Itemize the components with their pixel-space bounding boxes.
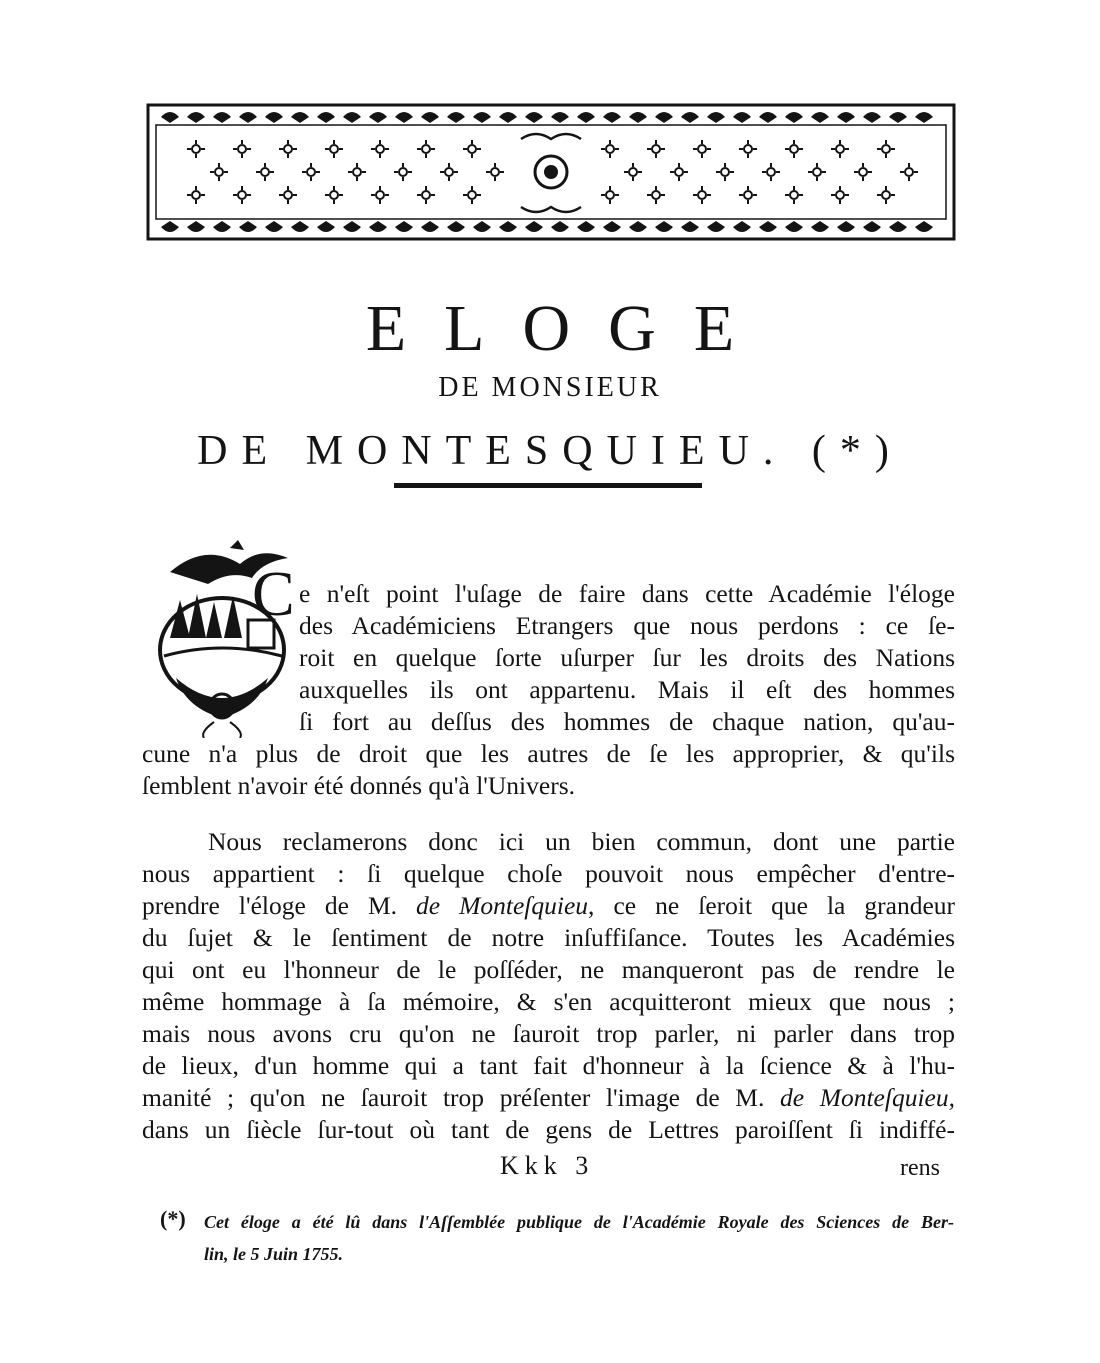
headpiece-motif [291,221,309,232]
headpiece-flower [279,186,297,204]
headpiece-flower [394,163,412,181]
headpiece-motif [187,112,205,123]
paragraph-2-line: nous appartient : ſi quelque choſe pouvoit nous empêcher d'entre- [142,859,955,888]
headpiece-flower [325,140,343,158]
headpiece-flower [601,186,619,204]
headpiece-motif [239,112,257,123]
headpiece-flower [854,163,872,181]
headpiece-flower [417,140,435,158]
headpiece-motif [863,221,881,232]
headpiece-motif [213,112,231,123]
headpiece-motif [681,221,699,232]
headpiece-motif [603,221,621,232]
headpiece-flower [624,163,642,181]
paragraph-2-line: de lieux, d'un homme qui a tant fait d'honneur à la ſcience & à l'hu- [142,1051,955,1080]
headpiece-motif [655,221,673,232]
headpiece-motif [343,112,361,123]
headpiece-flower [371,140,389,158]
italic-name: de Monteſquieu, [780,1083,955,1112]
headpiece-motif [577,221,595,232]
headpiece-flower [831,140,849,158]
headpiece-motif [473,112,491,123]
headpiece-motif [915,221,933,232]
dropcap-letter: C [252,558,295,629]
headpiece-motif [811,221,829,232]
headpiece-motif [733,112,751,123]
headpiece-motif [577,112,595,123]
headpiece-flower [716,163,734,181]
headpiece-motif [681,112,699,123]
paragraph-1-line: des Académiciens Etrangers que nous perdons : ce ſe- [299,611,955,640]
footnote-line: lin, le 5 Juin 1755. [204,1244,344,1264]
headpiece-flower [693,186,711,204]
paragraph-1-line: auxquelles ils ont appartenu. Mais il eſt des hommes [299,675,955,704]
headpiece-motif [395,221,413,232]
signature-mark: Kkk 3 [500,1151,595,1180]
headpiece-flower [463,186,481,204]
paragraph-1-full [142,738,955,802]
footnote-mark: (*) [160,1206,186,1231]
paragraph-2 [142,826,955,1146]
paragraph-2-line: Nous reclamerons donc ici un bien commun, dont une partie [208,827,955,856]
headpiece-motif [629,112,647,123]
paragraph-2-line: mais nous avons cru qu'on ne ſauroit trop parler, ni parler dans trop [142,1019,955,1048]
headpiece-motif [213,221,231,232]
headpiece-flower [877,186,895,204]
headpiece-flower [187,186,205,204]
title-rule [394,483,702,488]
headpiece-flower [647,186,665,204]
paragraph-2-line: prendre l'éloge de M. de Monteſquieu, ce ne ſeroit que la grandeur [142,891,955,920]
paragraph-1-line: roit en quelque ſorte uſurper ſur les droits des Nations [299,643,955,672]
headpiece-motif [811,112,829,123]
headpiece-motif [343,221,361,232]
headpiece-motif [265,221,283,232]
headpiece-flower [233,186,251,204]
paragraph-1-line: ſemblent n'avoir été donnés qu'à l'Univers. [142,771,576,800]
headpiece-motif [551,112,569,123]
headpiece-motif [837,112,855,123]
headpiece-flower [762,163,780,181]
paragraph-1-line: ſi fort au deſſus des hommes de chaque nation, qu'au- [299,707,955,736]
headpiece-motif [447,221,465,232]
headpiece-motif [239,221,257,232]
headpiece-motif [707,221,725,232]
headpiece-motif [707,112,725,123]
headpiece-flower [325,186,343,204]
headpiece-flower [785,140,803,158]
headpiece-motif [759,221,777,232]
title-name: DE MONTESQUIEU. (*) [197,428,903,474]
headpiece-motif [317,221,335,232]
headpiece-flower [739,140,757,158]
headpiece-motif [733,221,751,232]
headpiece-motif [291,112,309,123]
headpiece-motif [863,112,881,123]
page-title: ELOGE [365,292,773,365]
paragraph-2-line: qui ont eu l'honneur de le poſſéder, ne manqueront pas de rendre le [142,955,955,984]
paragraph-2-line: même hommage à ſa mémoire, & s'en acquitteront mieux que nous ; [142,987,955,1016]
headpiece-flower [233,140,251,158]
headpiece-motif [421,221,439,232]
headpiece-motif [785,112,803,123]
headpiece-motif [551,221,569,232]
headpiece-motif [317,112,335,123]
paragraph-2-line: dans un ſiècle ſur-tout où tant de gens de Lettres paroiſſent ſi indiffé- [142,1115,955,1144]
headpiece-flower [256,163,274,181]
headpiece-motif [655,112,673,123]
headpiece-motif [161,221,179,232]
headpiece-motif [525,112,543,123]
headpiece-flower [210,163,228,181]
ornamental-headpiece [146,103,956,241]
headpiece-motif [915,112,933,123]
footnote [160,1206,954,1270]
headpiece-motif [889,221,907,232]
headpiece-motif [369,221,387,232]
headpiece-motif [395,112,413,123]
headpiece-motif [525,221,543,232]
paragraph-1-line: e n'eſt point l'uſage de faire dans cette Académie l'éloge [299,579,955,608]
paragraph-1-indented [299,578,955,738]
headpiece-flower [302,163,320,181]
headpiece-motif [369,112,387,123]
headpiece-flower [486,163,504,181]
footnote-line: Cet éloge a été lû dans l'Aſſemblée publique de l'Académie Royale des Sciences de Ber- [204,1212,954,1232]
headpiece-motif [837,221,855,232]
italic-name: de Monteſquieu [416,891,589,920]
headpiece-flower [831,186,849,204]
headpiece-flower [279,140,297,158]
headpiece-motif [785,221,803,232]
headpiece-motif [603,112,621,123]
headpiece-motif [499,112,517,123]
headpiece-flower [463,140,481,158]
headpiece-motif [889,112,907,123]
headpiece-motif [759,112,777,123]
headpiece-flower [440,163,458,181]
headpiece-flower [371,186,389,204]
headpiece-motif [473,221,491,232]
headpiece-flower [601,140,619,158]
headpiece-motif [499,221,517,232]
headpiece-motif [265,112,283,123]
headpiece-flower [417,186,435,204]
catchword: rens [900,1155,940,1181]
headpiece-motif [421,112,439,123]
headpiece-flower [739,186,757,204]
headpiece-motif [161,112,179,123]
headpiece-flower [670,163,688,181]
headpiece-flower [877,140,895,158]
headpiece-flower [187,140,205,158]
headpiece-flower [900,163,918,181]
paragraph-1-line: cune n'a plus de droit que les autres de ſe les approprier, & qu'ils [142,739,955,768]
headpiece-flower [647,140,665,158]
paragraph-2-line: manité ; qu'on ne ſauroit trop préſenter l'image de M. de Monteſquieu, [142,1083,955,1112]
headpiece-flower [348,163,366,181]
headpiece-flower [808,163,826,181]
headpiece-flower [785,186,803,204]
headpiece-motif [447,112,465,123]
headpiece-motif [629,221,647,232]
title-subheading: DE MONSIEUR [438,372,662,403]
paragraph-2-line: du ſujet & le ſentiment de notre inſuffiſance. Toutes les Académies [142,923,955,952]
headpiece-flower [693,140,711,158]
headpiece-motif [187,221,205,232]
